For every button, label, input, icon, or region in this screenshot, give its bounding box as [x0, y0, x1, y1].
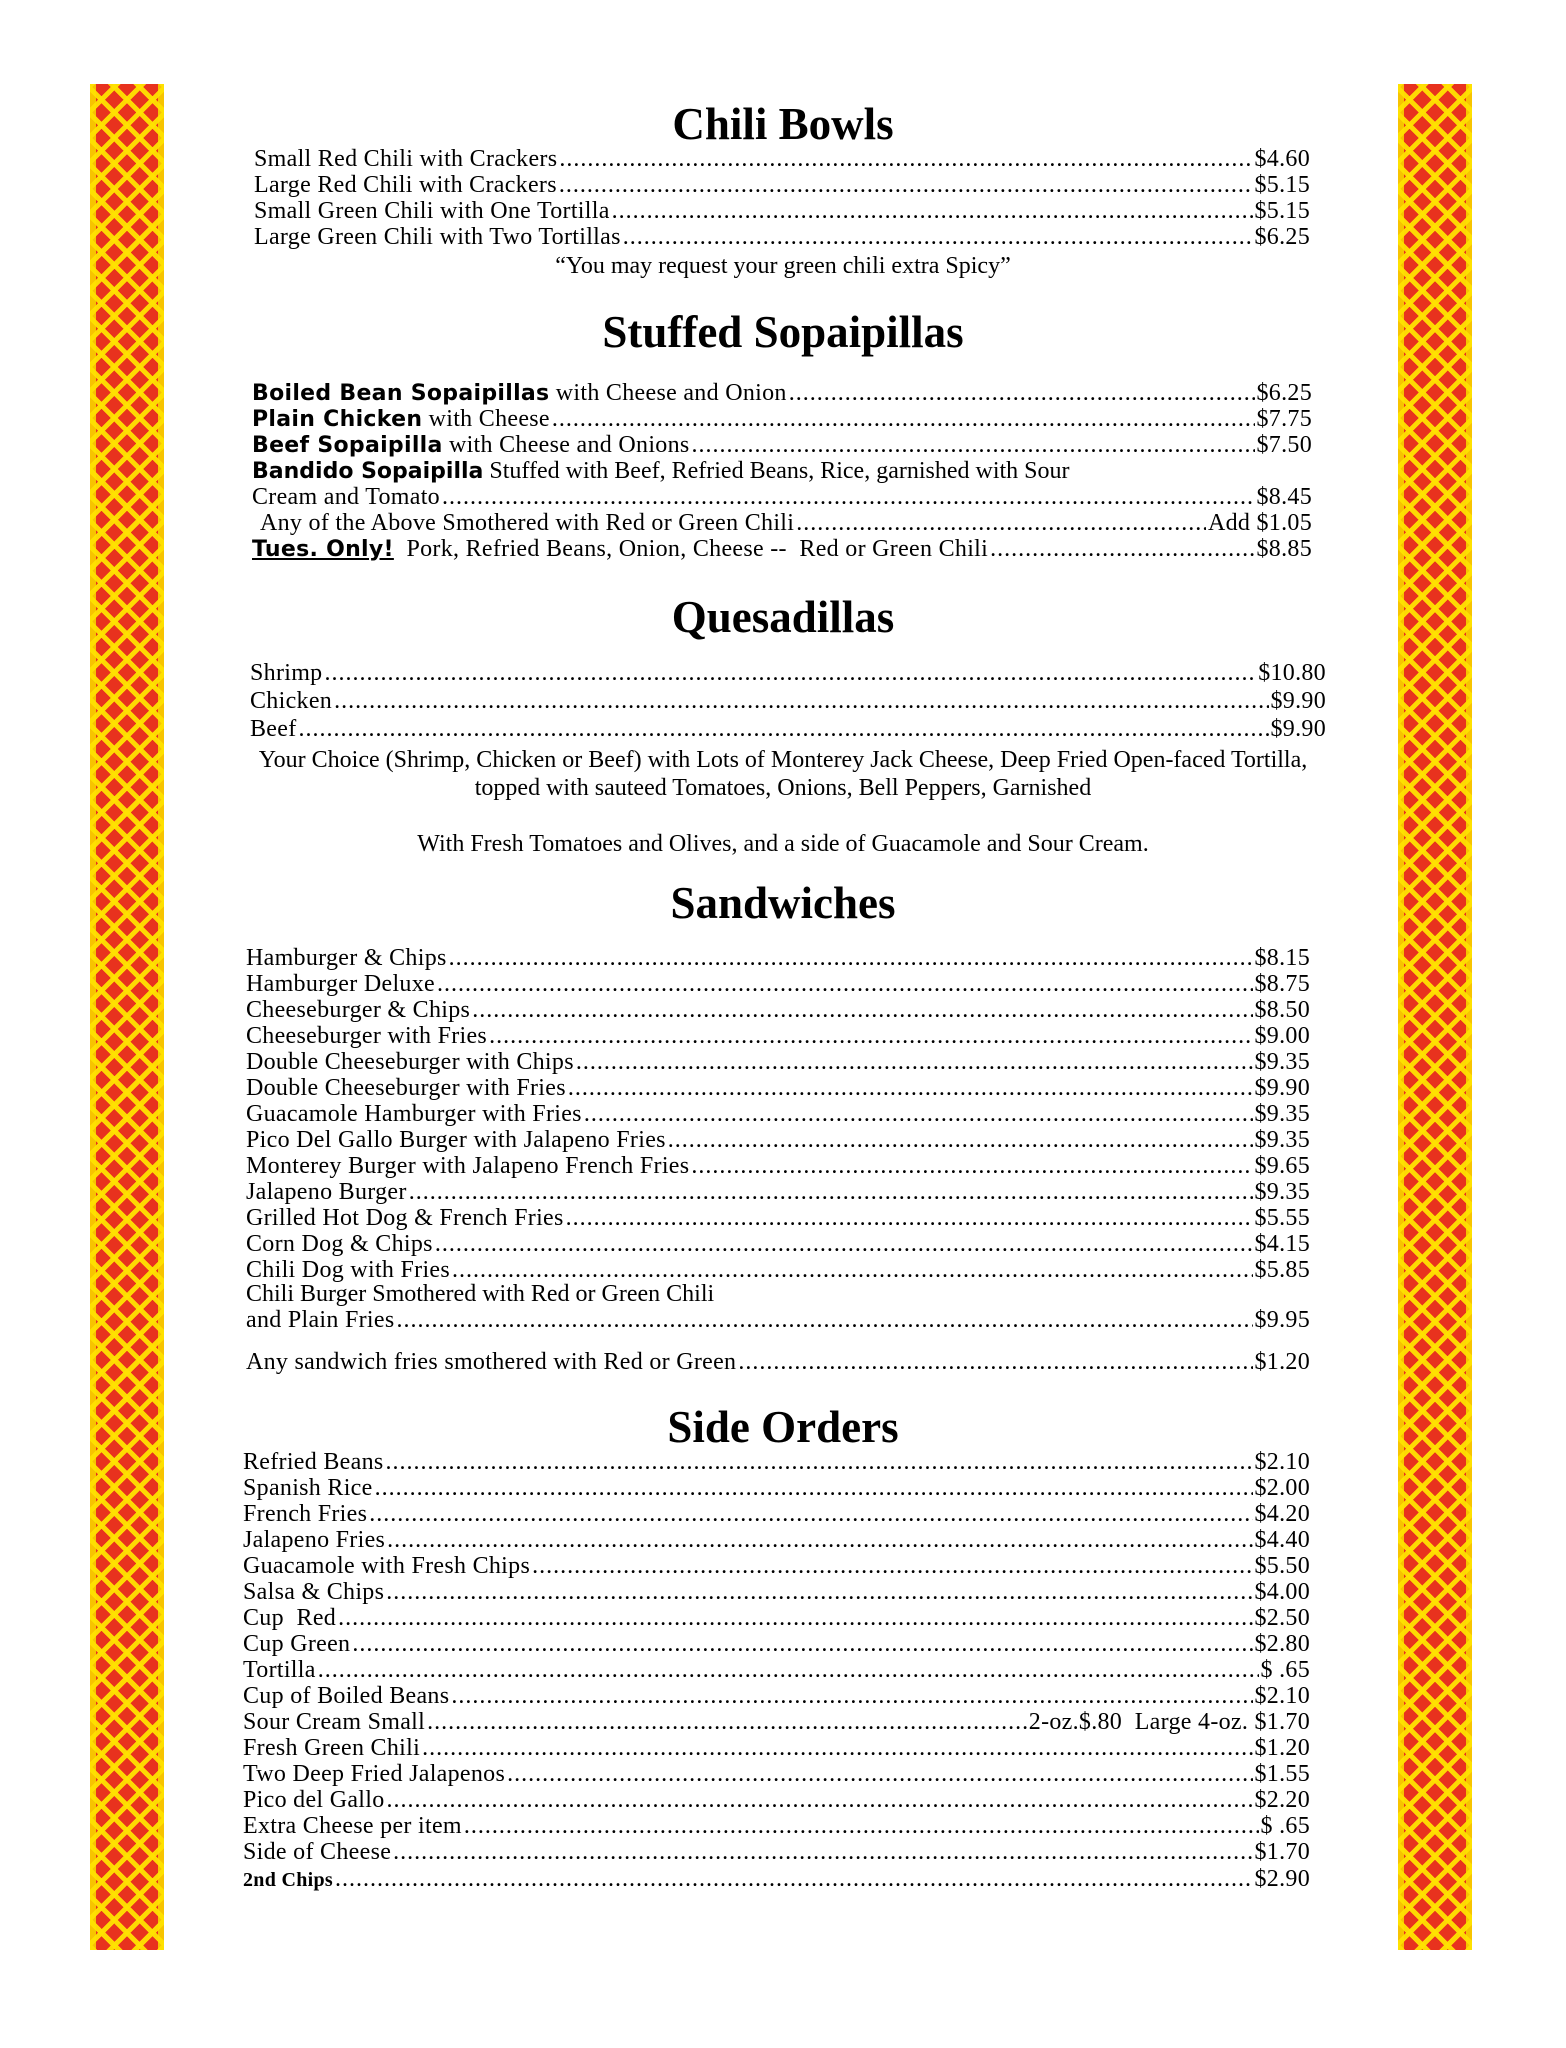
- item-price: $4.15: [1254, 1231, 1310, 1257]
- menu-item: [243, 1683, 1310, 1709]
- menu-item: [254, 198, 1310, 224]
- item-name: Side of Cheese: [243, 1839, 392, 1865]
- item-price: $8.45: [1256, 484, 1312, 510]
- menu-item: [243, 1631, 1310, 1657]
- quesadilla-description-2: With Fresh Tomatoes and Olives, and a side of Guacamole and Sour Cream.: [417, 831, 1149, 857]
- item-name: Monterey Burger with Jalapeno French Fries: [246, 1153, 690, 1179]
- item-name: Any sandwich fries smothered with Red or Green: [246, 1349, 737, 1375]
- dot-leader: [449, 945, 1253, 971]
- item-name: Jalapeno Fries: [243, 1527, 386, 1553]
- dot-leader: [559, 146, 1252, 172]
- item-price: $ .65: [1260, 1813, 1310, 1839]
- menu-item-chili-burger-line1: Chili Burger Smothered with Red or Green Chili: [246, 1281, 715, 1307]
- item-price: $2.00: [1254, 1475, 1310, 1501]
- item-name: Guacamole with Fresh Chips: [243, 1553, 531, 1579]
- item-name: Cup Green: [243, 1631, 351, 1657]
- item-price: $8.85: [1256, 536, 1312, 562]
- item-price: $2.80: [1254, 1631, 1310, 1657]
- item-name: Large Green Chili with Two Tortillas: [254, 224, 621, 250]
- dot-leader: [352, 1631, 1252, 1657]
- item-price: $2.90: [1254, 1866, 1310, 1892]
- item-name: Grilled Hot Dog & French Fries: [246, 1205, 564, 1231]
- item-price: $9.95: [1254, 1307, 1310, 1333]
- decorative-border-left: [90, 84, 164, 1950]
- item-desc: with Cheese: [422, 406, 550, 432]
- dot-leader: [334, 688, 1268, 714]
- menu-item: [254, 146, 1310, 172]
- item-name: Jalapeno Burger: [246, 1179, 407, 1205]
- item-price: $8.50: [1254, 997, 1310, 1023]
- menu-item: [252, 380, 1312, 406]
- dot-leader: [338, 1605, 1252, 1631]
- menu-item: [246, 1179, 1310, 1205]
- menu-item: [246, 1153, 1310, 1179]
- menu-item: [246, 1231, 1310, 1257]
- decorative-border-right: [1398, 84, 1472, 1950]
- item-price: $7.75: [1256, 406, 1312, 432]
- menu-item-bandido-line1: [252, 458, 1070, 485]
- item-name: Shrimp: [250, 660, 323, 686]
- dot-leader: [612, 198, 1253, 224]
- item-name: Tortilla: [243, 1657, 316, 1683]
- item-price: $9.35: [1254, 1101, 1310, 1127]
- item-name: Any of the Above Smothered with Red or Green Chili: [260, 510, 795, 536]
- section-title-stuffed-sopaipillas: Stuffed Sopaipillas: [602, 307, 964, 357]
- item-bold-name: Bandido Sopaipilla: [252, 459, 484, 484]
- menu-item: [243, 1813, 1310, 1839]
- menu-item: [243, 1761, 1310, 1787]
- dot-leader: [451, 1683, 1252, 1709]
- section-title-chili-bowls: Chili Bowls: [672, 99, 894, 149]
- item-name: Cup Red: [243, 1605, 337, 1631]
- item-price: $1.70: [1254, 1709, 1310, 1735]
- item-desc: with Cheese and Onion: [549, 380, 787, 406]
- dot-leader: [409, 1179, 1253, 1205]
- menu-item-sour-cream: [243, 1709, 1310, 1735]
- item-name: Cream and Tomato: [252, 484, 440, 510]
- item-name: Chicken: [250, 688, 333, 714]
- item-name: Fresh Green Chili: [243, 1735, 421, 1761]
- item-price: $ .65: [1260, 1657, 1310, 1683]
- item-price: $8.15: [1254, 945, 1310, 971]
- item-name: Pico Del Gallo Burger with Jalapeno Fries: [246, 1127, 666, 1153]
- menu-item: [250, 660, 1326, 686]
- item-price: $5.15: [1254, 172, 1310, 198]
- menu-item: [243, 1839, 1310, 1865]
- dot-leader: [397, 1307, 1253, 1333]
- item-price: $6.25: [1256, 380, 1312, 406]
- item-price: $1.55: [1254, 1761, 1310, 1787]
- item-price: $2.50: [1254, 1605, 1310, 1631]
- item-name: Chili Dog with Fries: [246, 1257, 451, 1283]
- menu-item-smothered: [260, 510, 1312, 536]
- menu-item: [243, 1735, 1310, 1761]
- menu-item: [252, 406, 1312, 432]
- item-name: Sour Cream Small: [243, 1709, 426, 1735]
- item-price: $1.20: [1254, 1349, 1310, 1375]
- item-price: $5.50: [1254, 1553, 1310, 1579]
- item-bold-name: Plain Chicken: [252, 407, 423, 432]
- item-name: Extra Cheese per item: [243, 1813, 462, 1839]
- item-price: $4.60: [1254, 146, 1310, 172]
- menu-item: [246, 1205, 1310, 1231]
- item-desc: Stuffed with Beef, Refried Beans, Rice, garnished with Sour: [483, 458, 1070, 484]
- item-name: Hamburger Deluxe: [246, 971, 435, 997]
- item-price: $5.15: [1254, 198, 1310, 224]
- dot-leader: [566, 1205, 1253, 1231]
- item-name: Pico del Gallo: [243, 1787, 385, 1813]
- item-name: Cup of Boiled Beans: [243, 1683, 450, 1709]
- item-bold-name: Beef Sopaipilla: [252, 433, 443, 458]
- item-price: $9.35: [1254, 1049, 1310, 1075]
- dot-leader: [692, 432, 1255, 458]
- dot-leader: [472, 997, 1252, 1023]
- dot-leader: [559, 172, 1253, 198]
- dot-leader: [375, 1475, 1253, 1501]
- item-name: Large Red Chili with Crackers: [254, 172, 557, 198]
- dot-leader: [576, 1049, 1253, 1075]
- item-price: $9.00: [1254, 1023, 1310, 1049]
- item-name: Double Cheeseburger with Chips: [246, 1049, 574, 1075]
- dot-leader: [552, 406, 1255, 432]
- item-name: 2nd Chips: [243, 1869, 333, 1891]
- dot-leader: [623, 224, 1253, 250]
- menu-item: [246, 945, 1310, 971]
- dot-leader: [489, 1023, 1252, 1049]
- dot-leader: [318, 1657, 1259, 1683]
- item-name: Salsa & Chips: [243, 1579, 385, 1605]
- item-price: $5.55: [1254, 1205, 1310, 1231]
- item-name: Cheeseburger with Fries: [246, 1023, 488, 1049]
- item-price: $8.75: [1254, 971, 1310, 997]
- menu-item: [243, 1501, 1310, 1527]
- item-price: $9.35: [1254, 1179, 1310, 1205]
- dot-leader: [668, 1127, 1253, 1153]
- menu-item: [246, 1023, 1310, 1049]
- dot-leader: [299, 716, 1269, 742]
- dot-leader: [386, 1579, 1252, 1605]
- quesadilla-description: Your Choice (Shrimp, Chicken or Beef) with Lots of Monterey Jack Cheese, Deep Fried Open-faced Tortilla, topped with sauteed Tomatoes, Onions, Bell Peppers, Garnished: [258, 747, 1308, 801]
- menu-item: [254, 172, 1310, 198]
- item-price: $2.20: [1254, 1787, 1310, 1813]
- section-title-side-orders: Side Orders: [667, 1402, 899, 1452]
- dot-leader: [691, 1153, 1252, 1179]
- menu-item: [243, 1475, 1310, 1501]
- dot-leader: [427, 1709, 1027, 1735]
- dot-leader: [387, 1527, 1252, 1553]
- menu-item: [246, 971, 1310, 997]
- dot-leader: [386, 1449, 1253, 1475]
- item-price: $4.40: [1254, 1527, 1310, 1553]
- menu-item: [252, 432, 1312, 458]
- menu-item: [243, 1605, 1310, 1631]
- item-price: $2.10: [1254, 1449, 1310, 1475]
- item-price: $5.85: [1254, 1257, 1310, 1283]
- dot-leader: [789, 380, 1255, 406]
- menu-item-chili-burger-line2: [246, 1307, 1310, 1333]
- item-price: $9.90: [1270, 716, 1326, 742]
- dot-leader: [422, 1735, 1252, 1761]
- dot-leader: [437, 971, 1253, 997]
- item-name: Beef: [250, 716, 297, 742]
- dot-leader: [435, 1231, 1253, 1257]
- item-name: Corn Dog & Chips: [246, 1231, 433, 1257]
- dot-leader: [335, 1866, 1253, 1892]
- item-name: and Plain Fries: [246, 1307, 395, 1333]
- item-name: Two Deep Fried Jalapenos: [243, 1761, 506, 1787]
- item-price: $6.25: [1254, 224, 1310, 250]
- item-sizes: 2-oz.$.80 Large 4-oz.: [1028, 1709, 1249, 1735]
- item-name: French Fries: [243, 1501, 368, 1527]
- dot-leader: [324, 660, 1256, 686]
- dot-leader: [452, 1257, 1252, 1283]
- menu-item: [246, 997, 1310, 1023]
- menu-item: [246, 1101, 1310, 1127]
- item-desc: with Cheese and Onions: [442, 432, 690, 458]
- menu-item: [243, 1553, 1310, 1579]
- menu-item-bandido-line2: [252, 484, 1312, 510]
- dot-leader: [568, 1075, 1253, 1101]
- item-name: Cheeseburger & Chips: [246, 997, 471, 1023]
- menu-item-tuesday-special: [252, 536, 1312, 562]
- menu-item: [246, 1257, 1310, 1283]
- dot-leader: [464, 1813, 1259, 1839]
- item-price: $10.80: [1258, 660, 1326, 686]
- dot-leader: [442, 484, 1255, 510]
- chili-spicy-note: “You may request your green chili extra Spicy”: [555, 253, 1011, 279]
- menu-item: [250, 716, 1326, 742]
- dot-leader: [738, 1349, 1252, 1375]
- item-name: Small Green Chili with One Tortilla: [254, 198, 610, 224]
- menu-item: [243, 1579, 1310, 1605]
- dot-leader: [369, 1501, 1252, 1527]
- item-name: Guacamole Hamburger with Fries: [246, 1101, 582, 1127]
- item-bold-name: Boiled Bean Sopaipillas: [252, 381, 550, 406]
- menu-item: [254, 224, 1310, 250]
- item-add: Add: [1207, 510, 1251, 536]
- menu-item: [246, 1049, 1310, 1075]
- item-name: Pork, Refried Beans, Onion, Cheese -- Red or Green Chili: [393, 536, 989, 562]
- item-price: $4.20: [1254, 1501, 1310, 1527]
- dot-leader: [990, 536, 1254, 562]
- item-price: $9.65: [1254, 1153, 1310, 1179]
- item-name: Hamburger & Chips: [246, 945, 447, 971]
- menu-item-fries-smothered: [246, 1349, 1310, 1375]
- item-price: $1.05: [1256, 510, 1312, 536]
- menu-item: [246, 1127, 1310, 1153]
- item-price: $1.20: [1254, 1735, 1310, 1761]
- dot-leader: [387, 1787, 1253, 1813]
- item-name: Small Red Chili with Crackers: [254, 146, 558, 172]
- dot-leader: [393, 1839, 1252, 1865]
- item-name: Double Cheeseburger with Fries: [246, 1075, 566, 1101]
- item-price: $7.50: [1256, 432, 1312, 458]
- dot-leader: [507, 1761, 1252, 1787]
- item-name: Refried Beans: [243, 1449, 384, 1475]
- section-title-quesadillas: Quesadillas: [671, 592, 895, 642]
- menu-item: [243, 1527, 1310, 1553]
- item-price: $1.70: [1254, 1839, 1310, 1865]
- dot-leader: [532, 1553, 1252, 1579]
- section-title-sandwiches: Sandwiches: [670, 878, 896, 928]
- menu-item: [246, 1075, 1310, 1101]
- menu-item: [243, 1449, 1310, 1475]
- item-price: $9.90: [1254, 1075, 1310, 1101]
- item-price: $2.10: [1254, 1683, 1310, 1709]
- menu-item: [250, 688, 1326, 714]
- item-price: $9.90: [1270, 688, 1326, 714]
- menu-item: [243, 1657, 1310, 1683]
- item-name: Spanish Rice: [243, 1475, 373, 1501]
- item-price: $4.00: [1254, 1579, 1310, 1605]
- item-price: $9.35: [1254, 1127, 1310, 1153]
- dot-leader: [584, 1101, 1253, 1127]
- dot-leader: [796, 510, 1206, 536]
- menu-item-2nd-chips: [243, 1866, 1310, 1892]
- tuesday-label: Tues. Only!: [252, 537, 394, 562]
- menu-item: [243, 1787, 1310, 1813]
